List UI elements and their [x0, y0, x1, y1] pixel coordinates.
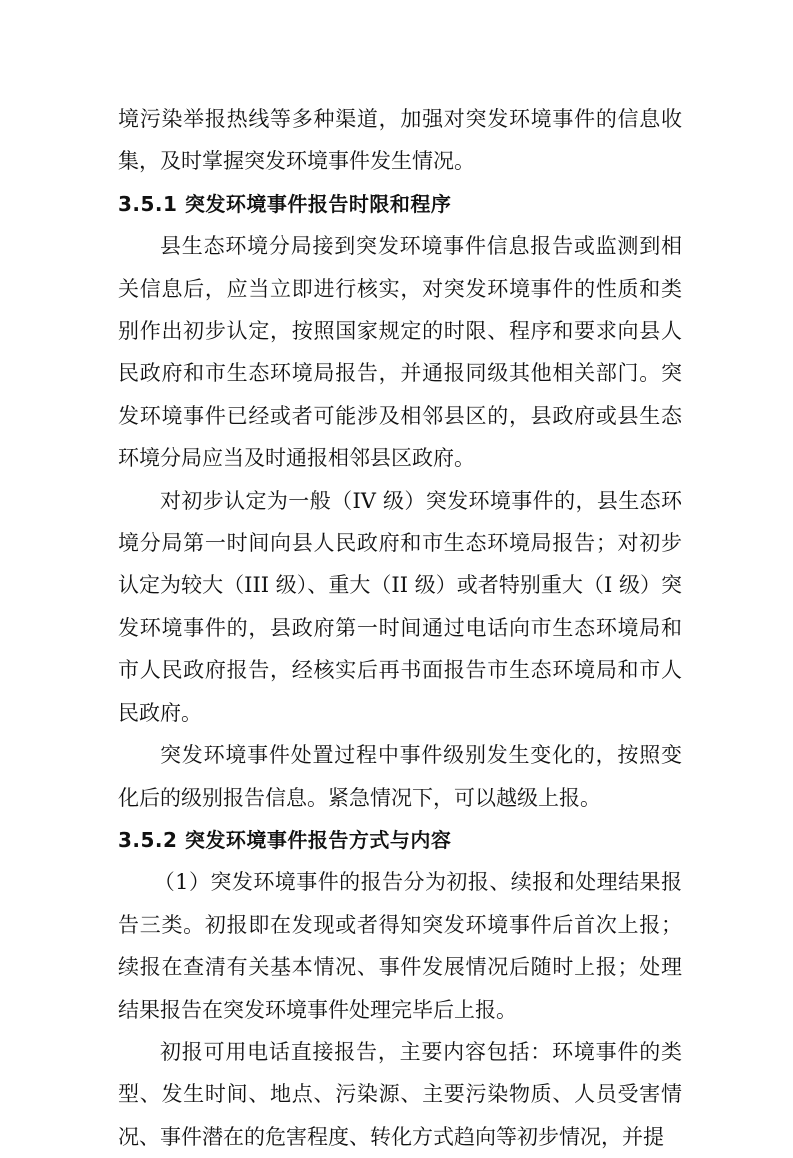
document-body [118, 98, 682, 1158]
body-paragraph: 初报可用电话直接报告，主要内容包括：环境事件的类型、发生时间、地点、污染源、主要污染物质、人员受害情况、事件潜在的危害程度、转化方式趋向等初步情况，并提 [118, 1039, 682, 1149]
section-heading-3-5-2: 3.5.2 突发环境事件报告方式与内容 [118, 827, 452, 852]
section-heading-3-5-1: 3.5.1 突发环境事件报告时限和程序 [118, 191, 452, 216]
body-paragraph: （1）突发环境事件的报告分为初报、续报和处理结果报告三类。初报即在发现或者得知突发环境事件后首次上报；续报在查清有关基本情况、事件发展情况后随时上报；处理结果报告在突发环境事件处理完毕后上报。 [118, 870, 682, 1022]
body-paragraph: 境污染举报热线等多种渠道，加强对突发环境事件的信息收集，及时掌握突发环境事件发生情况。 [118, 107, 682, 174]
body-paragraph: 对初步认定为一般（IV 级）突发环境事件的，县生态环境分局第一时间向县人民政府和市生态环境局报告；对初步认定为较大（III 级）、重大（II 级）或者特别重大（I 级）突发环境事件的，县政府第一时间通过电话向市生态环境局和市人民政府报告，经核实后再书面报告市生态环境局和市人民政府。 [118, 488, 682, 725]
body-paragraph: 突发环境事件处置过程中事件级别发生变化的，按照变化后的级别报告信息。紧急情况下，可以越级上报。 [118, 743, 682, 810]
body-paragraph: 县生态环境分局接到突发环境事件信息报告或监测到相关信息后，应当立即进行核实，对突发环境事件的性质和类别作出初步认定，按照国家规定的时限、程序和要求向县人民政府和市生态环境局报告，并通报同级其他相关部门。突发环境事件已经或者可能涉及相邻县区的，县政府或县生态环境分局应当及时通报相邻县区政府。 [118, 234, 682, 471]
